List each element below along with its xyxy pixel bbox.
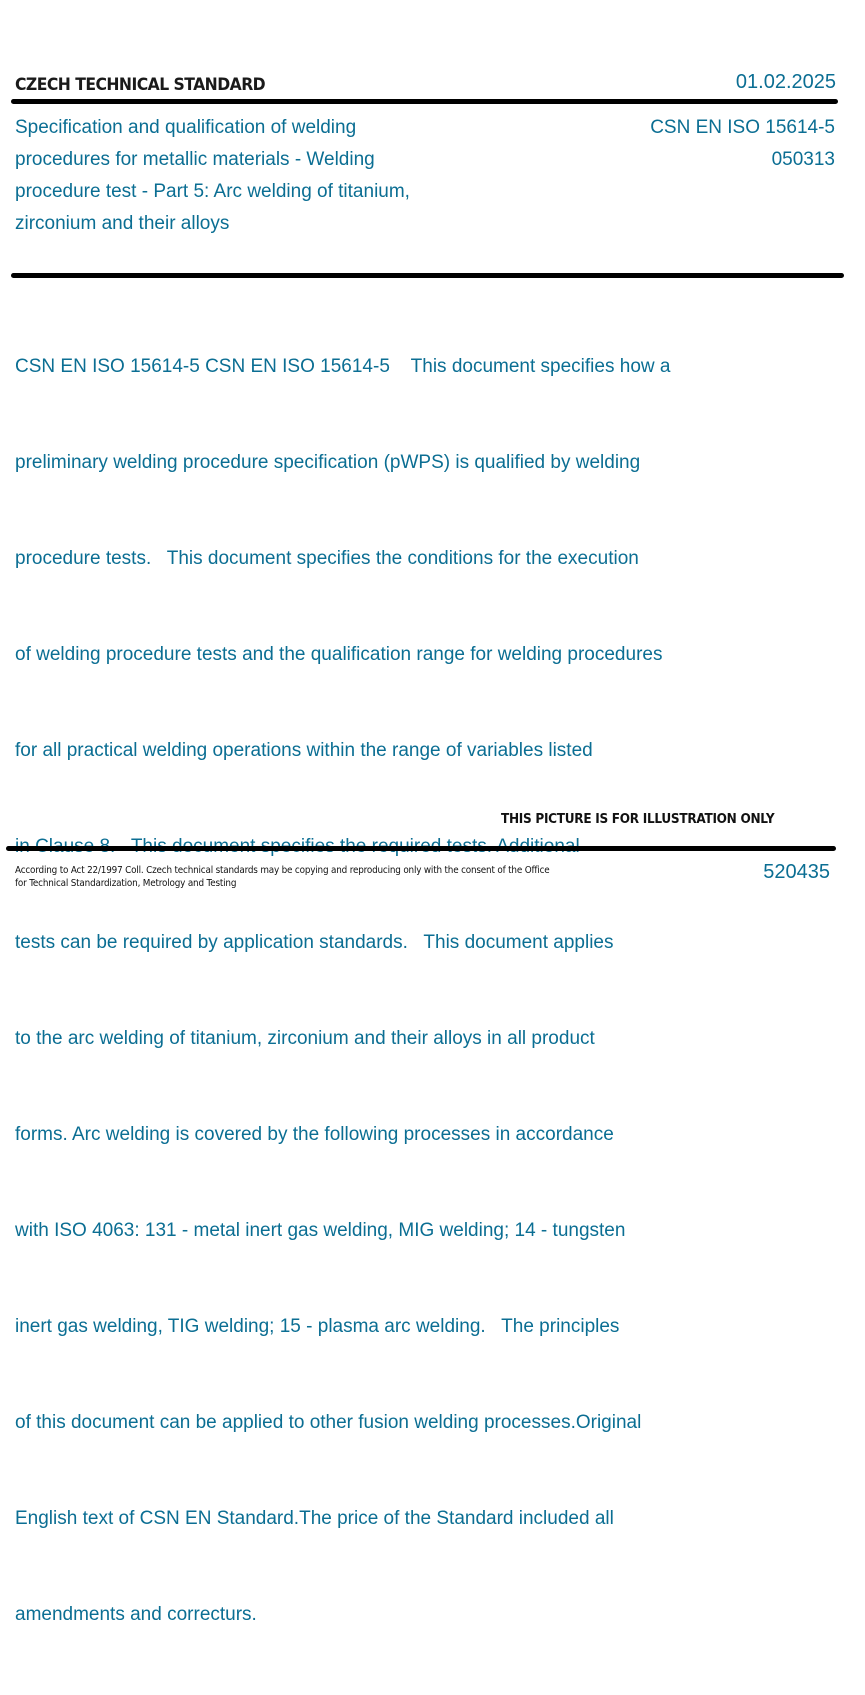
title-line: procedure test - Part 5: Arc welding of titanium, — [15, 181, 410, 202]
standard-title — [15, 112, 485, 240]
abstract-line: of this document can be applied to other fusion welding processes.Original — [15, 1412, 642, 1433]
abstract-line: amendments and correcturs. — [15, 1604, 257, 1625]
bottom-divider — [6, 846, 836, 851]
title-line: Specification and qualification of welding — [15, 117, 357, 138]
abstract-line: forms. Arc welding is covered by the following processes in accordance — [15, 1124, 614, 1145]
standard-identifiers — [650, 112, 835, 176]
abstract-line: CSN EN ISO 15614-5 CSN EN ISO 15614-5 This document specifies how a — [15, 356, 671, 377]
middle-divider — [11, 273, 844, 278]
document-number: 520435 — [763, 861, 830, 883]
abstract-line: tests can be required by application standards. This document applies — [15, 932, 614, 953]
abstract-line: procedure tests. This document specifies the conditions for the execution — [15, 548, 639, 569]
title-line: procedures for metallic materials - Welding — [15, 149, 375, 170]
legal-notice — [15, 864, 573, 890]
abstract-line: of welding procedure tests and the qualification range for welding procedures — [15, 644, 663, 665]
publication-date: 01.02.2025 — [735, 71, 836, 93]
top-divider — [11, 99, 838, 104]
header-label: CZECH TECHNICAL STANDARD — [15, 75, 266, 95]
title-line: zirconium and their alloys — [15, 213, 230, 234]
abstract — [15, 287, 785, 1695]
abstract-line: with ISO 4063: 131 - metal inert gas welding, MIG welding; 14 - tungsten — [15, 1220, 626, 1241]
abstract-line: inert gas welding, TIG welding; 15 - plasma arc welding. The principles — [15, 1316, 620, 1337]
abstract-line: English text of CSN EN Standard.The price of the Standard included all — [15, 1508, 614, 1529]
illustration-note: THIS PICTURE IS FOR ILLUSTRATION ONLY — [501, 812, 775, 827]
abstract-line: for all practical welding operations within the range of variables listed — [15, 740, 593, 761]
standard-code: CSN EN ISO 15614-5 — [650, 117, 835, 138]
legal-line: According to Act 22/1997 Coll. Czech technical standards may be copying and reproducing only with the consent of the Office — [15, 865, 550, 876]
abstract-line: preliminary welding procedure specification (pWPS) is qualified by welding — [15, 452, 641, 473]
legal-line: for Technical Standardization, Metrology and Testing — [15, 878, 237, 889]
abstract-line: to the arc welding of titanium, zirconium and their alloys in all product — [15, 1028, 595, 1049]
class-number: 050313 — [771, 149, 835, 170]
